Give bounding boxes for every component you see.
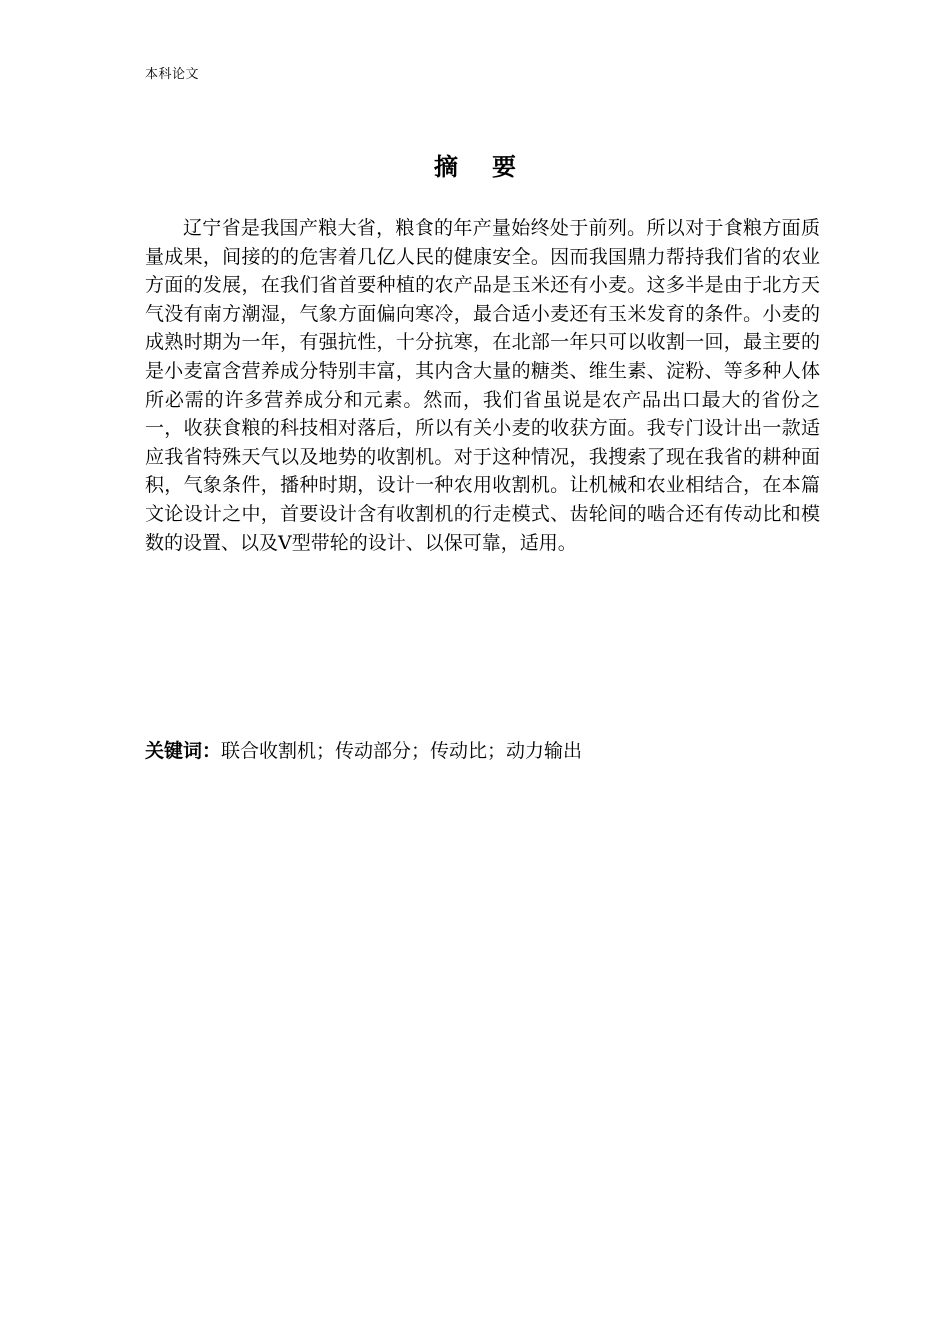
abstract-title: 摘要: [434, 153, 550, 181]
keywords-value: 联合收割机；传动部分；传动比；动力输出: [221, 740, 583, 762]
running-header: 本科论文: [145, 67, 200, 82]
keywords-label: 关键词：: [145, 740, 222, 762]
keywords-line: [145, 736, 820, 766]
abstract-body: 辽宁省是我国产粮大省，粮食的年产量始终处于前列。所以对于食粮方面质量成果，间接的的危害着几亿人民的健康安全。因而我国鼎力帮持我们省的农业方面的发展，在我们省首要种植的农产品是玉米还有小麦。这多半是由于北方天气没有南方潮湿，气象方面偏向寒冷，最合适小麦还有玉米发育的条件。小麦的成熟时期为一年，有强抗性，十分抗寒，在北部一年只可以收割一回，最主要的是小麦富含营养成分特别丰富，其内含大量的糖类、维生素、淀粉、等多种人体所必需的许多营养成分和元素。然而，我们省虽说是农产品出口最大的省份之一，收获食粮的科技相对落后，所以有关小麦的收获方面。我专门设计出一款适应我省特殊天气以及地势的收割机。对于这种情况，我搜索了现在我省的耕种面积，气象条件，播种时期，设计一种农用收割机。让机械和农业相结合，在本篇文论设计之中，首要设计含有收割机的行走模式、齿轮间的啮合还有传动比和模数的设置、以及V型带轮的设计、以保可靠，适用。: [145, 217, 820, 554]
